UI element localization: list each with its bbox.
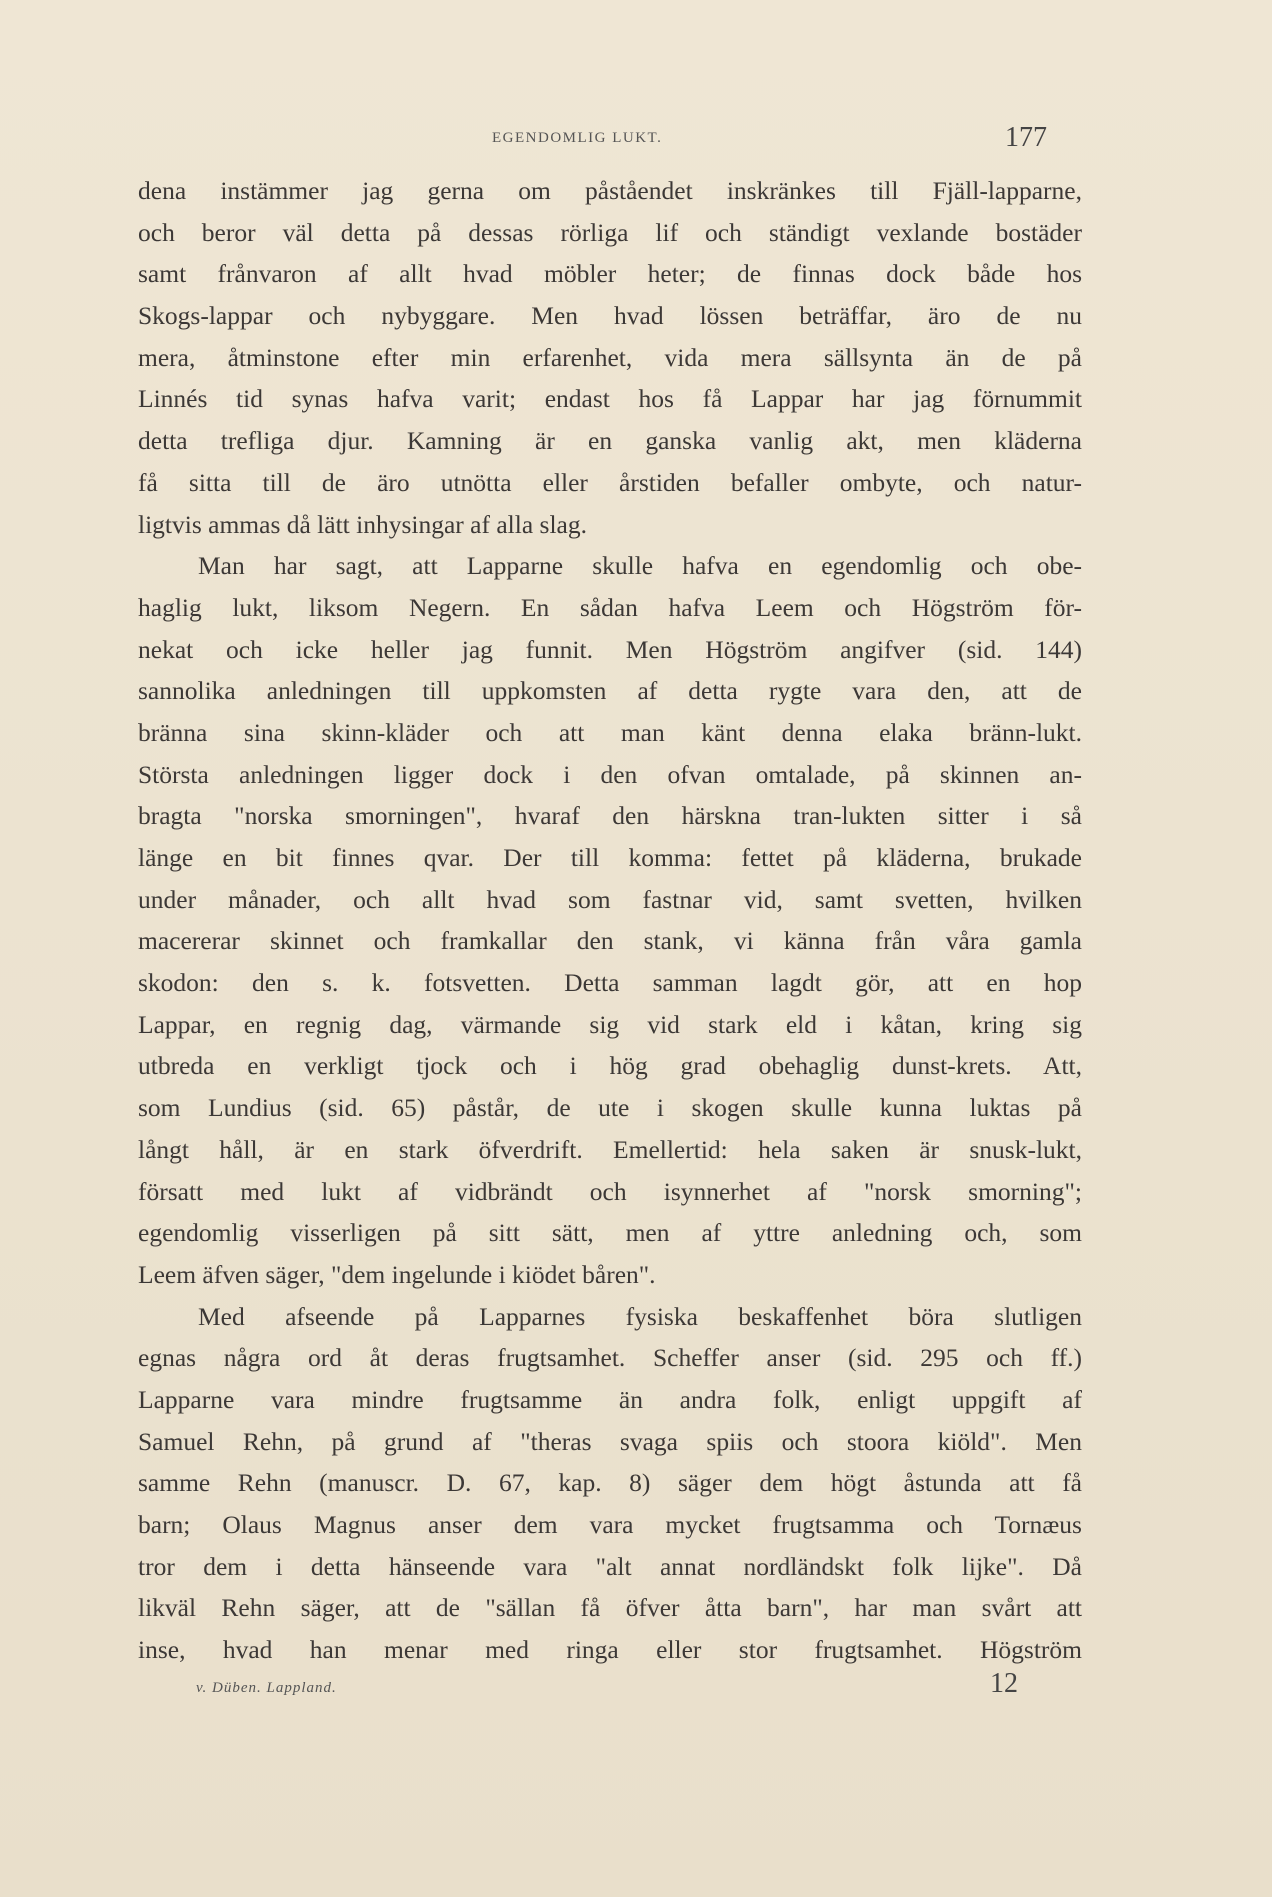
text-line: Skogs-lappar och nybyggare. Men hvad lössen beträffar, äro de nu xyxy=(138,301,1082,331)
text-line: inse, hvad han menar med ringa eller stor frugtsamhet. Högström xyxy=(138,1635,1082,1665)
text-line: ligtvis ammas då lätt inhysingar af alla slag. xyxy=(138,509,587,539)
text-line: länge en bit finnes qvar. Der till komma: fettet på kläderna, brukade xyxy=(138,843,1082,872)
text-line: Leem äfven säger, "dem ingelunde i kiödet båren". xyxy=(138,1259,656,1289)
paragraph-2 xyxy=(138,545,1082,1295)
text-line: mera, åtminstone efter min erfarenhet, vida mera sällsynta än de på xyxy=(138,342,1082,372)
signature-mark: 12 xyxy=(990,1668,1018,1699)
text-line: Linnés tid synas hafva varit; endast hos få Lappar har jag förnummit xyxy=(138,384,1082,414)
text-line: macererar skinnet och framkallar den stank, vi känna från våra gamla xyxy=(138,926,1082,956)
text-line: samme Rehn (manuscr. D. 67, kap. 8) säger dem högt åstunda att få xyxy=(138,1468,1082,1498)
running-head xyxy=(0,122,1272,162)
text-line: som Lundius (sid. 65) påstår, de ute i skogen skulle kunna luktas på xyxy=(138,1093,1082,1123)
text-line: utbreda en verkligt tjock och i hög grad obehaglig dunst-krets. Att, xyxy=(138,1051,1082,1081)
body-text xyxy=(138,170,1082,1671)
text-line: sannolika anledningen till uppkomsten af detta rygte vara den, att de xyxy=(138,676,1082,706)
running-title: EGENDOMLIG LUKT. xyxy=(492,130,663,146)
paragraph-1 xyxy=(138,170,1082,545)
page-footer xyxy=(0,1668,1272,1708)
text-line: Lapparne vara mindre frugtsamme än andra folk, enligt uppgift af xyxy=(138,1384,1082,1414)
text-line: och beror väl detta på dessas rörliga lif och ständigt vexlande bostäder xyxy=(138,217,1082,247)
text-line: skodon: den s. k. fotsvetten. Detta samman lagdt gör, att en hop xyxy=(138,968,1082,998)
page-number: 177 xyxy=(1005,122,1047,153)
text-line: Lappar, en regnig dag, värmande sig vid stark eld i kåtan, kring sig xyxy=(138,1009,1082,1039)
signature-line: v. Düben. Lappland. xyxy=(196,1680,337,1696)
text-line: Samuel Rehn, på grund af "theras svaga spiis och stoora kiöld". Men xyxy=(138,1426,1082,1456)
text-line: egnas några ord åt deras frugtsamhet. Scheffer anser (sid. 295 och ff.) xyxy=(138,1343,1082,1373)
text-line: Med afseende på Lapparnes fysiska beskaffenhet böra slutligen xyxy=(198,1301,1082,1331)
text-line: dena instämmer jag gerna om påståendet inskränkes till Fjäll-lapparne, xyxy=(138,176,1082,205)
text-line: under månader, och allt hvad som fastnar vid, samt svetten, hvilken xyxy=(138,884,1082,914)
text-line: detta trefliga djur. Kamning är en ganska vanlig akt, men kläderna xyxy=(138,426,1082,456)
paragraph-3 xyxy=(138,1296,1082,1671)
text-line: långt håll, är en stark öfverdrift. Emellertid: hela saken är snusk-lukt, xyxy=(138,1134,1082,1164)
text-line: nekat och icke heller jag funnit. Men Högström angifver (sid. 144) xyxy=(138,634,1082,664)
text-line: Största anledningen ligger dock i den ofvan omtalade, på skinnen an- xyxy=(138,759,1082,789)
text-line: bränna sina skinn-kläder och att man känt denna elaka bränn-lukt. xyxy=(138,717,1082,747)
text-line: försatt med lukt af vidbrändt och isynnerhet af "norsk smorning"; xyxy=(138,1176,1082,1206)
text-line: barn; Olaus Magnus anser dem vara mycket frugtsamma och Tornæus xyxy=(138,1510,1082,1539)
text-line: samt frånvaron af allt hvad möbler heter; de finnas dock både hos xyxy=(138,259,1082,289)
text-line: Man har sagt, att Lapparne skulle hafva en egendomlig och obe- xyxy=(198,551,1082,581)
text-line: bragta "norska smorningen", hvaraf den härskna tran-lukten sitter i så xyxy=(138,801,1082,831)
text-line: egendomlig visserligen på sitt sätt, men af yttre anledning och, som xyxy=(138,1218,1082,1248)
text-line: likväl Rehn säger, att de "sällan få öfver åtta barn", har man svårt att xyxy=(138,1593,1082,1623)
text-line: haglig lukt, liksom Negern. En sådan hafva Leem och Högström för- xyxy=(138,592,1082,622)
text-line: få sitta till de äro utnötta eller årstiden befaller ombyte, och natur- xyxy=(138,467,1082,497)
text-line: tror dem i detta hänseende vara "alt annat nordländskt folk lijke". Då xyxy=(138,1551,1082,1581)
